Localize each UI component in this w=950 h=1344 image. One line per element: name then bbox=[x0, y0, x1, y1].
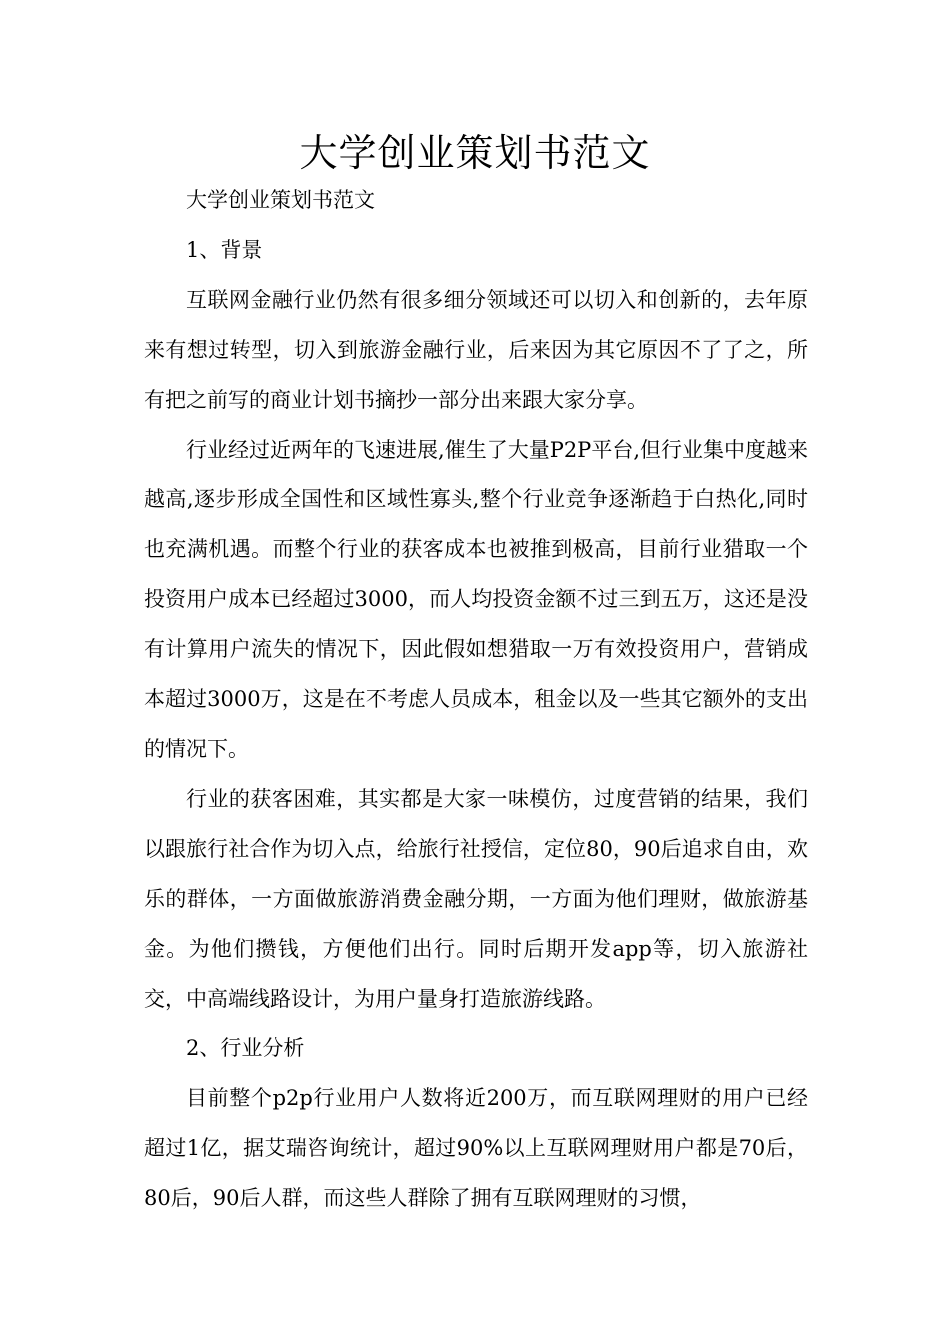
body-paragraph: 行业经过近两年的飞速进展,催生了大量P2P平台,但行业集中度越来越高,逐步形成全国性和区域性寡头,整个行业竞争逐渐趋于白热化,同时也充满机遇。而整个行业的获客成本也被推到极高，目前行业猎取一个投资用户成本已经超过3000，而人均投资金额不过三到五万，这还是没有计算用户流失的情况下，因此假如想猎取一万有效投资用户，营销成本超过3000万，这是在不考虑人员成本，租金以及一些其它额外的支出的情况下。 bbox=[144, 437, 808, 761]
section-heading-background: 1、背景 bbox=[186, 237, 263, 262]
document-title: 大学创业策划书范文 bbox=[299, 131, 651, 175]
subtitle-paragraph: 大学创业策划书范文 bbox=[186, 188, 375, 212]
document-body bbox=[144, 176, 808, 1224]
body-paragraph: 目前整个p2p行业用户人数将近200万，而互联网理财的用户已经超过1亿，据艾瑞咨询统计，超过90%以上互联网理财用户都是70后，80后，90后人群，而这些人群除了拥有互联网理财的习惯， bbox=[144, 1086, 808, 1211]
section-heading-industry-analysis: 2、行业分析 bbox=[186, 1036, 305, 1061]
body-paragraph: 互联网金融行业仍然有很多细分领域还可以切入和创新的，去年原来有想过转型，切入到旅游金融行业，后来因为其它原因不了了之，所有把之前写的商业计划书摘抄一部分出来跟大家分享。 bbox=[144, 287, 808, 412]
body-paragraph: 行业的获客困难，其实都是大家一味模仿，过度营销的结果，我们以跟旅行社合作为切入点，给旅行社授信，定位80，90后追求自由，欢乐的群体，一方面做旅游消费金融分期，一方面为他们理财，做旅游基金。为他们攒钱，方便他们出行。同时后期开发app等，切入旅游社交，中高端线路设计，为用户量身打造旅游线路。 bbox=[144, 786, 808, 1011]
